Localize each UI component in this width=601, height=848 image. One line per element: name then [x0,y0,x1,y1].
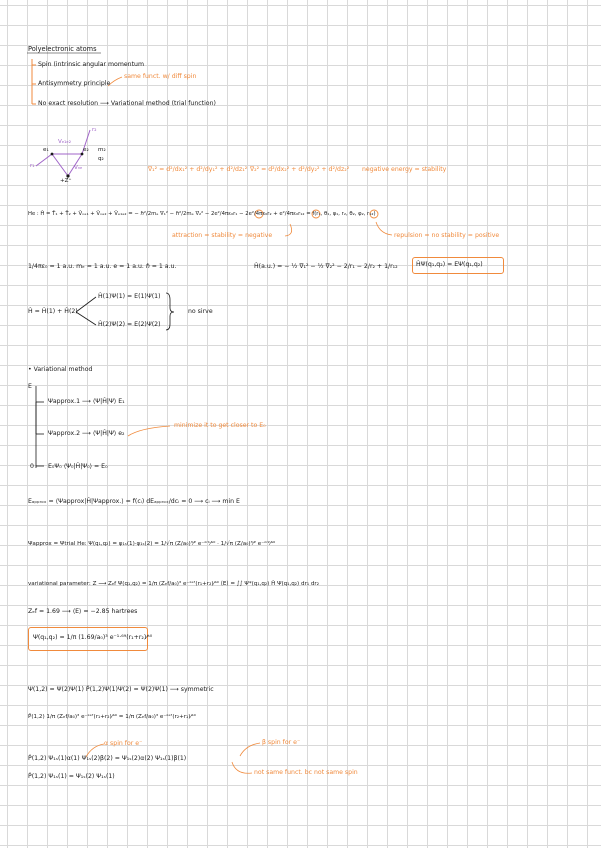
label-v12: Vₑ₁ₑ₂ [58,139,71,145]
axis-zero: 0 [30,463,34,470]
attraction-note: attraction = stability = negative [172,232,273,239]
symmetry-line-1: Ψ(1,2) = Ψ(2)Ψ(1) P̂(1,2)Ψ(1)Ψ(2) = Ψ(2)Ψ(1) ⟶ symmetric [28,686,214,693]
alpha-spin-note: α spin for e⁻ [104,740,143,747]
ground-state: E₀Ψ₀ ⟨Ψ₀|Ĥ|Ψ₀⟩ = E₀ [48,463,108,470]
laplacian-2: ∇₂² = d²/dx₂² + d²/dy₂² + d²/dz₂² [250,166,350,173]
separation-eq2: Ĥ(2)Ψ(2) = E(2)Ψ(2) [98,321,161,328]
schrodinger-eq: ĤΨ(q₁,q₂) = EΨ(q₁,q₂) [416,261,483,268]
hamiltonian-au: Ĥ(a.u.) = − ½ ∇₁² − ½ ∇₂² − 2/r₁ − 2/r₂ + 1/r₁₂ [254,263,398,270]
variational-heading: • Variational method [28,366,93,373]
label-e1: e₁ [43,147,49,153]
not-same-spin-note: not same funct. bc not same spin [254,769,358,776]
antisym-note: same funct. w/ diff spin [124,73,197,80]
symmetry-line-3: P̂(1,2) Ψ₁ₛ(1)α(1) Ψ₁ₛ(2)β(2) = Ψ₁ₛ(2)α(2) Ψ₁ₛ(1)β(1) [28,755,187,762]
page-title: Polyelectronic atoms [28,45,97,53]
variational-parameter: variational parameter: Z ⟶ Zₑf Ψ(q₁,q₂) = 1/π (Zₑf/a₀)³ e⁻ᶻᵉᶠ(r₁+r₂)⁄ᵃ⁰ ⟨E⟩ = ∫∫ Ψ*(q₁,q₂) Ĥ Ψ(q₁,q₂) dr₁ dr₂ [28,581,319,587]
separation-eq1: Ĥ(1)Ψ(1) = E(1)Ψ(1) [98,293,161,300]
label-q: q₂ [98,156,104,162]
symmetry-line-4: P̂(1,2) Ψ₁ₛ(1) = Ψ₁ₛ(2) Ψ₁ₛ(1) [28,773,115,780]
bullet-no-exact: No exact resolution ⟶ Variational method (trial function) [38,100,216,107]
label-nucleus: +Z⁺ [60,178,72,184]
separation-note: no sirve [188,308,213,315]
zeff-result: Zₑf = 1.69 ⟶ ⟨E⟩ = −2.85 hartrees [28,608,138,615]
atomic-units: 1/4πε₀ = 1 a.u. mₑ = 1 a.u. e = 1 a.u. ℏ = 1 a.u. [28,263,177,270]
energy-axis-label: E [28,383,32,390]
label-vne: Vₙₑ [74,165,83,171]
label-r1: r₁ [30,163,35,169]
bullet-antisymmetry: Antisymmetry principle [38,80,111,87]
bullet-spin: Spin (intrinsic angular momentum [38,61,144,68]
label-r2: r₂ [92,127,97,133]
laplacian-1: ∇₁² = d²/dx₁² + d²/dy₁² + d²/dz₁² [148,166,248,173]
label-m: m₂ [98,147,106,153]
repulsion-note: repulsion = no stability = positive [394,232,500,239]
approx-2: Ψapprox.2 ⟶ ⟨Ψ|Ĥ|Ψ⟩ e₂ [48,430,125,437]
trial-function: Ψapprox = Ψtrial He: Ψ(q₁,q₂) = φ₁ₛ(1)·φ₁ₛ(2) = 1/√π (Z/a₀)³⁄² e⁻ᶻʳ¹⁄ᵃ⁰ · 1/√π (Z/a₀)³⁄² e⁻ᶻʳ²⁄ᵃ⁰ [28,541,276,547]
approx-1: Ψapprox.1 ⟶ ⟨Ψ|Ĥ|Ψ⟩ E₁ [48,398,125,405]
helium-hamiltonian: He : Ĥ = T̂₁ + T̂₂ + V̂ₙₑ₁ + V̂ₙₑ₂ + V̂ₑ₁ₑ₂ = − ℏ²/2mₑ ∇₁² − ℏ²/2mₑ ∇₂² − 2e²/4πε₀r₁ − 2e²/4πε₀r₂ + e²/4πε₀r₁₂ = f(r₁, θ₁, φ₁, r₂, θ₂, φ₂, r₁₂) [28,211,376,217]
beta-spin-note: β spin for e⁻ [262,739,301,746]
symmetry-line-2: P̂(1,2) 1/π (Zₑf/a₀)³ e⁻ᶻᵉᶠ(r₁+r₂)⁄ᵃ⁰ = 1/π (Zₑf/a₀)³ e⁻ᶻᵉᶠ(r₂+r₁)⁄ᵃ⁰ [28,714,196,720]
label-e2: e₂ [83,147,89,153]
boxed-psi: Ψ(q₁,q₂) = 1/π (1.69/a₀)³ e⁻¹·⁶⁹(r₁+r₂)⁄ᵃ⁰ [33,634,153,641]
negative-energy-note: negative energy = stability [362,166,447,173]
approx-energy: Eₐₚₚᵣₒₓ = ⟨Ψapprox|Ĥ|Ψapprox.⟩ = f(cᵢ) dEₐₚₚᵣₒₓ/dcᵢ = 0 ⟶ cᵢ ⟶ min E [28,498,240,505]
h-separation: Ĥ = Ĥ(1) + Ĥ(2) [28,308,78,315]
minimize-note: minimize it to get closer to E₀ [174,422,266,429]
